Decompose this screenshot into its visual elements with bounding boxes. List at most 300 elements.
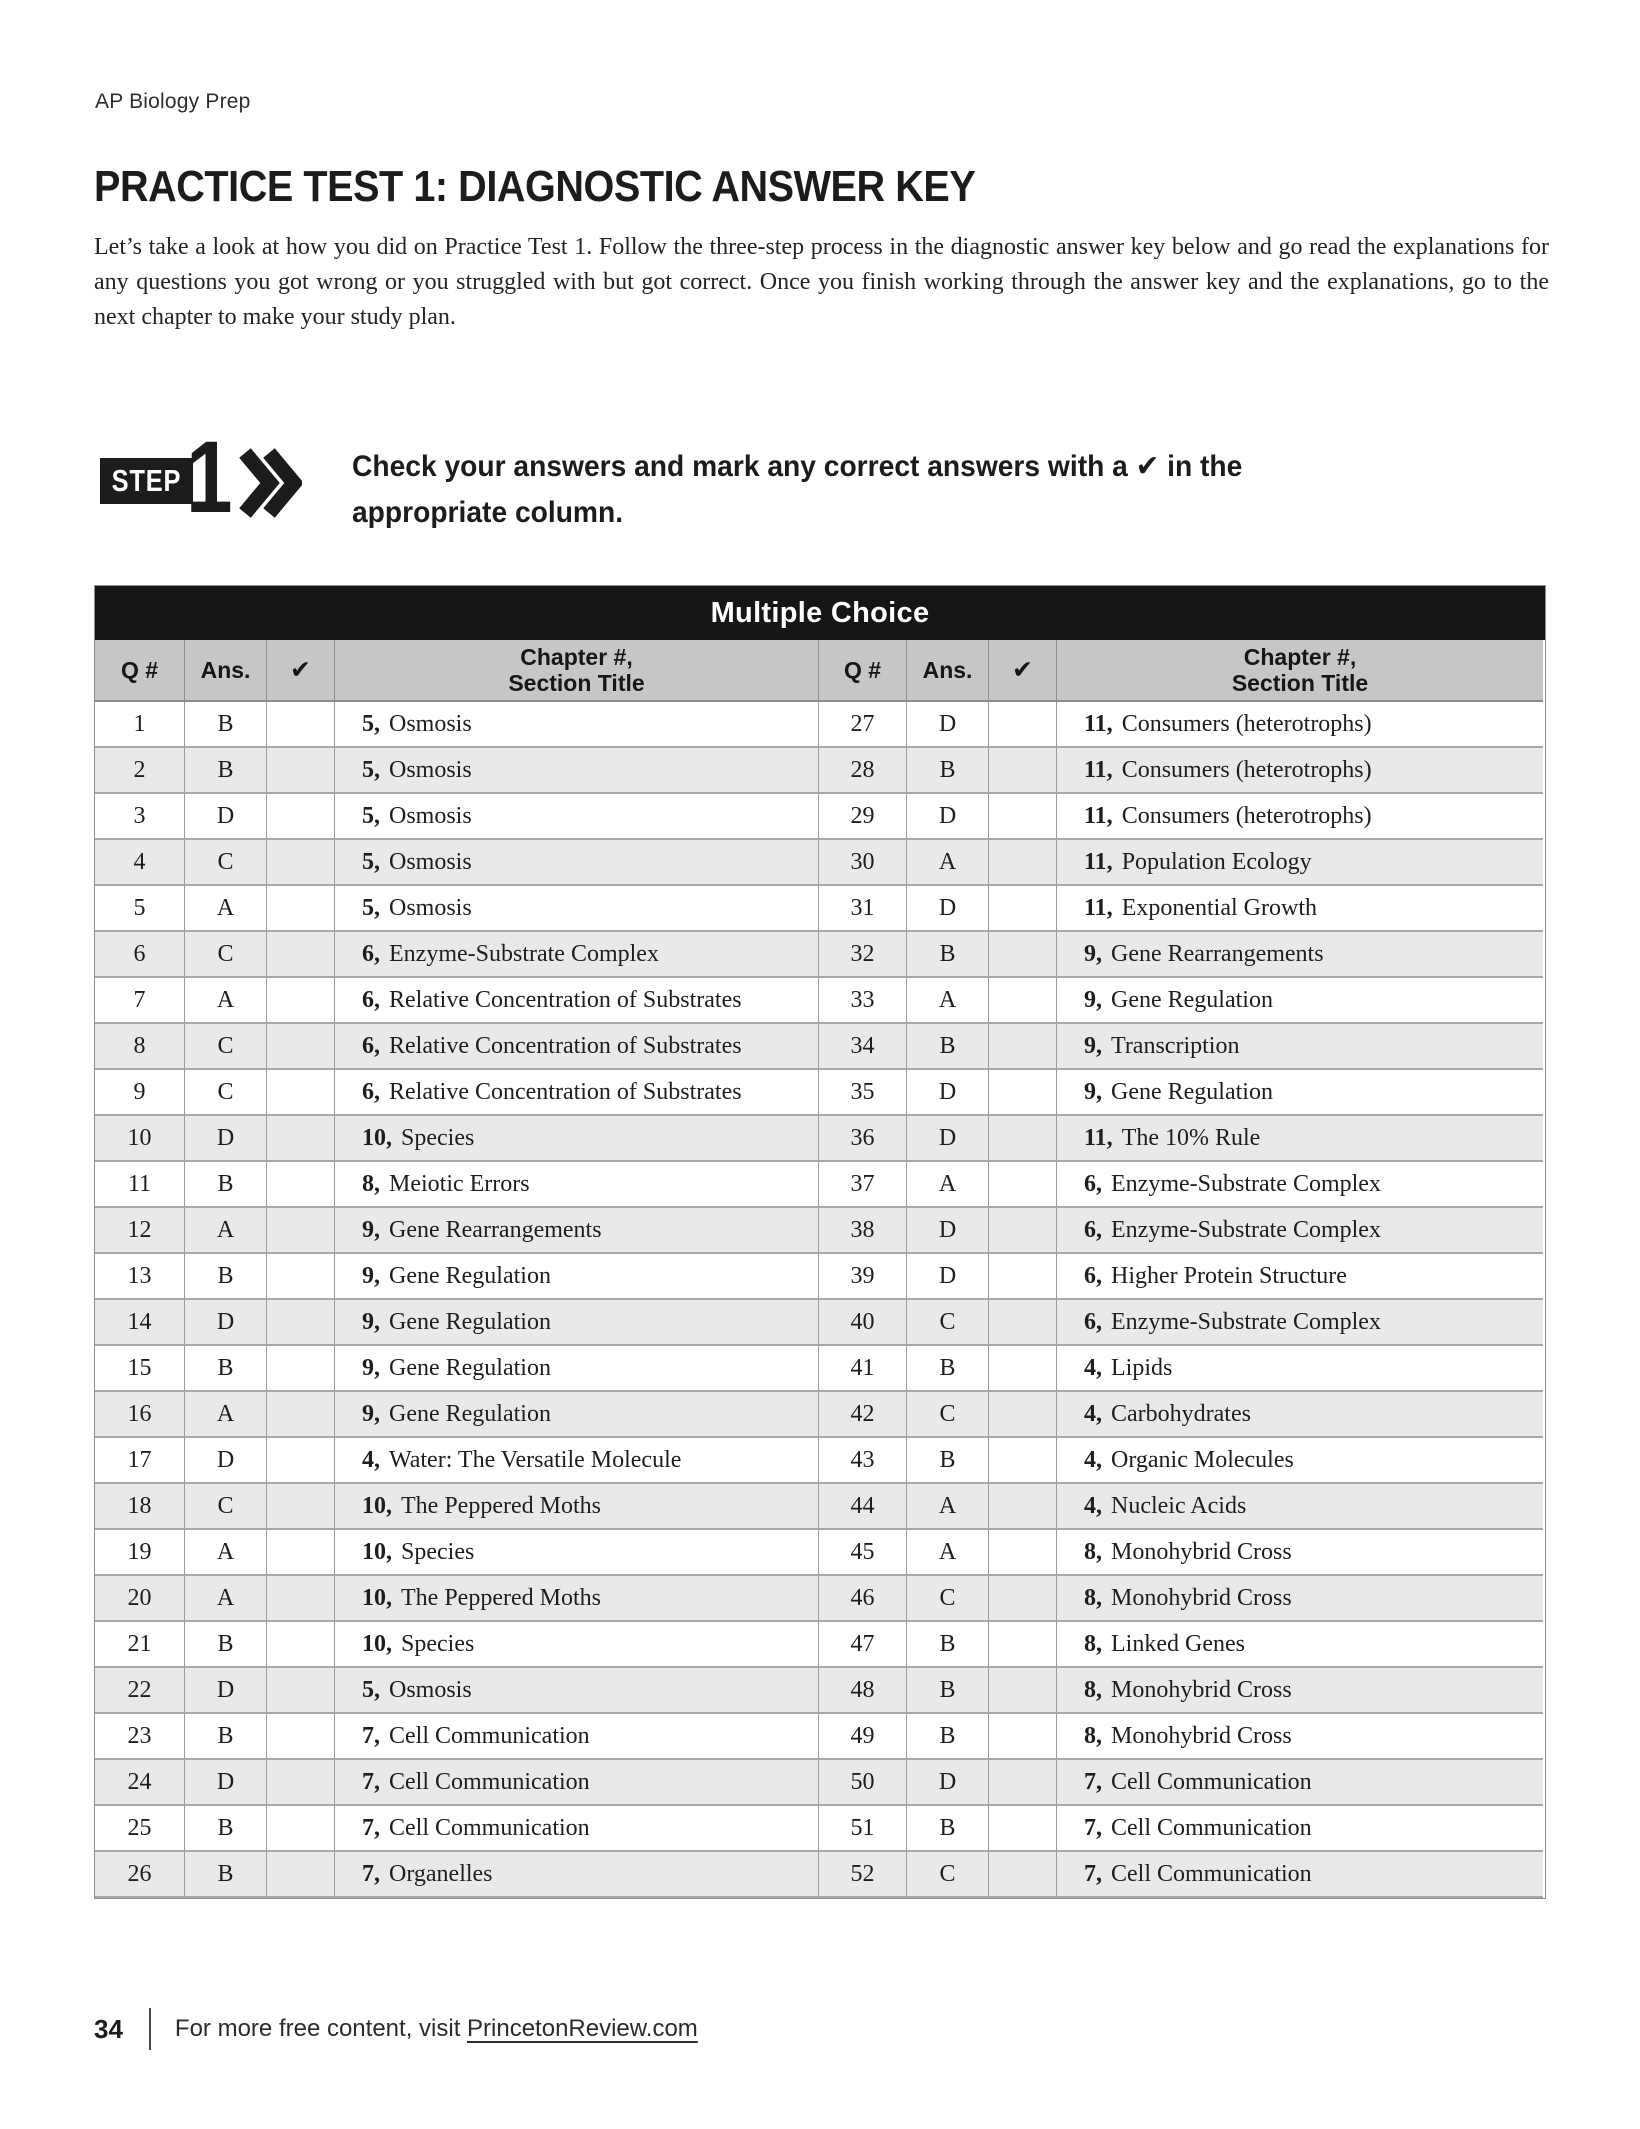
chapter-number: 9,: [362, 1400, 380, 1427]
answer-cell: B: [907, 1806, 989, 1852]
check-cell: [267, 978, 335, 1024]
double-chevron-icon: [238, 448, 302, 518]
check-cell: [989, 794, 1057, 840]
check-cell: [989, 1300, 1057, 1346]
check-cell: [267, 1576, 335, 1622]
section-title: Gene Regulation: [389, 1308, 551, 1335]
header-chapter-line1: Chapter #,: [1243, 644, 1357, 670]
section-title: Exponential Growth: [1121, 894, 1317, 921]
section-title: Transcription: [1111, 1032, 1240, 1059]
chapter-section-cell: [335, 1392, 819, 1438]
section-title: Cell Communication: [389, 1814, 590, 1841]
chapter-number: 8,: [1084, 1538, 1102, 1565]
chapter-section-cell: [1057, 840, 1543, 886]
chapter-section-cell: [335, 1622, 819, 1668]
answer-cell: C: [907, 1392, 989, 1438]
chapter-section-cell: [335, 978, 819, 1024]
answer-cell: B: [907, 1622, 989, 1668]
check-cell: [267, 886, 335, 932]
q-number-cell: 51: [819, 1806, 907, 1852]
answer-cell: B: [907, 1668, 989, 1714]
chapter-section-cell: [335, 1346, 819, 1392]
section-title: Cell Communication: [389, 1768, 590, 1795]
chapter-section-cell: [335, 1714, 819, 1760]
answer-grid: [95, 640, 1545, 1898]
check-cell: [267, 932, 335, 978]
check-cell: [267, 1116, 335, 1162]
check-cell: [989, 1668, 1057, 1714]
section-title: Enzyme-Substrate Complex: [1111, 1170, 1381, 1197]
check-cell: [989, 1530, 1057, 1576]
chapter-section-cell: [335, 1254, 819, 1300]
step-badge: [100, 458, 193, 504]
check-cell: [267, 1254, 335, 1300]
check-cell: [989, 748, 1057, 794]
chapter-number: 9,: [362, 1354, 380, 1381]
section-title: Lipids: [1111, 1354, 1173, 1381]
checkmark-icon: ✔: [267, 640, 335, 702]
header-chapter-section: [1057, 640, 1543, 702]
answer-cell: D: [185, 794, 267, 840]
q-number-cell: 17: [95, 1438, 185, 1484]
check-cell: [989, 1852, 1057, 1898]
answer-cell: B: [907, 1346, 989, 1392]
q-number-cell: 24: [95, 1760, 185, 1806]
section-title: The Peppered Moths: [401, 1492, 601, 1519]
chapter-number: 6,: [1084, 1170, 1102, 1197]
section-title: Consumers (heterotrophs): [1121, 756, 1372, 783]
answer-cell: A: [185, 1530, 267, 1576]
q-number-cell: 4: [95, 840, 185, 886]
q-number-cell: 37: [819, 1162, 907, 1208]
answer-cell: B: [185, 1346, 267, 1392]
chapter-number: 6,: [1084, 1308, 1102, 1335]
answer-cell: A: [185, 1392, 267, 1438]
section-title: Species: [401, 1630, 475, 1657]
chapter-section-cell: [1057, 1208, 1543, 1254]
checkmark-icon: ✔: [989, 640, 1057, 702]
header-answer: Ans.: [185, 640, 267, 702]
answer-cell: B: [907, 1438, 989, 1484]
q-number-cell: 26: [95, 1852, 185, 1898]
answer-cell: D: [907, 1070, 989, 1116]
answer-cell: C: [185, 1484, 267, 1530]
answer-cell: C: [185, 840, 267, 886]
chapter-number: 9,: [362, 1262, 380, 1289]
chapter-section-cell: [1057, 1576, 1543, 1622]
answer-cell: D: [185, 1300, 267, 1346]
q-number-cell: 22: [95, 1668, 185, 1714]
answer-cell: D: [907, 1116, 989, 1162]
section-title: Osmosis: [389, 710, 472, 737]
q-number-cell: 34: [819, 1024, 907, 1070]
check-cell: [989, 1162, 1057, 1208]
section-title: Osmosis: [389, 802, 472, 829]
check-cell: [267, 1622, 335, 1668]
q-number-cell: 15: [95, 1346, 185, 1392]
footer-link[interactable]: PrincetonReview.com: [467, 2015, 698, 2042]
q-number-cell: 21: [95, 1622, 185, 1668]
q-number-cell: 52: [819, 1852, 907, 1898]
q-number-cell: 46: [819, 1576, 907, 1622]
chapter-number: 8,: [1084, 1676, 1102, 1703]
chapter-section-cell: [1057, 1760, 1543, 1806]
chapter-section-cell: [1057, 1254, 1543, 1300]
chapter-section-cell: [1057, 1116, 1543, 1162]
chapter-section-cell: [1057, 1668, 1543, 1714]
section-title: The 10% Rule: [1121, 1124, 1261, 1151]
chapter-number: 6,: [362, 940, 380, 967]
check-cell: [267, 748, 335, 794]
chapter-section-cell: [1057, 1438, 1543, 1484]
footer-divider: [149, 2008, 151, 2050]
answer-cell: D: [907, 794, 989, 840]
chapter-number: 5,: [362, 894, 380, 921]
chapter-number: 7,: [362, 1860, 380, 1887]
answer-cell: A: [907, 978, 989, 1024]
chapter-section-cell: [1057, 932, 1543, 978]
section-title: Water: The Versatile Molecule: [389, 1446, 682, 1473]
check-cell: [989, 1484, 1057, 1530]
chapter-number: 9,: [1084, 940, 1102, 967]
section-title: Gene Rearrangements: [389, 1216, 602, 1243]
chapter-number: 11,: [1084, 1124, 1113, 1151]
chapter-number: 6,: [1084, 1262, 1102, 1289]
answer-cell: D: [185, 1668, 267, 1714]
chapter-section-cell: [1057, 886, 1543, 932]
q-number-cell: 32: [819, 932, 907, 978]
check-cell: [989, 1208, 1057, 1254]
check-cell: [267, 1346, 335, 1392]
header-q-number: Q #: [819, 640, 907, 702]
chapter-number: 11,: [1084, 894, 1113, 921]
answer-cell: C: [185, 1024, 267, 1070]
section-title: Monohybrid Cross: [1111, 1722, 1292, 1749]
answer-cell: B: [907, 1714, 989, 1760]
q-number-cell: 2: [95, 748, 185, 794]
running-header: AP Biology Prep: [95, 90, 251, 113]
chapter-number: 5,: [362, 848, 380, 875]
check-cell: [989, 1254, 1057, 1300]
answer-cell: B: [185, 702, 267, 748]
step-badge-label: STEP: [111, 463, 182, 498]
answer-cell: A: [907, 1530, 989, 1576]
section-title: Nucleic Acids: [1111, 1492, 1247, 1519]
chapter-number: 4,: [1084, 1400, 1102, 1427]
answer-cell: A: [907, 840, 989, 886]
chapter-section-cell: [335, 1208, 819, 1254]
q-number-cell: 43: [819, 1438, 907, 1484]
answer-cell: B: [907, 932, 989, 978]
check-cell: [267, 1070, 335, 1116]
check-cell: [989, 1024, 1057, 1070]
page-footer: [94, 2008, 698, 2050]
answer-key-table: [94, 585, 1546, 1899]
chapter-number: 10,: [362, 1124, 392, 1151]
section-title: Gene Regulation: [1111, 1078, 1273, 1105]
section-title: Monohybrid Cross: [1111, 1584, 1292, 1611]
step-number: 1: [186, 420, 233, 534]
chapter-number: 7,: [1084, 1768, 1102, 1795]
section-title: Cell Communication: [1111, 1768, 1312, 1795]
answer-cell: A: [185, 886, 267, 932]
check-cell: [267, 1300, 335, 1346]
q-number-cell: 50: [819, 1760, 907, 1806]
q-number-cell: 7: [95, 978, 185, 1024]
section-title: Gene Regulation: [389, 1354, 551, 1381]
chapter-section-cell: [335, 1116, 819, 1162]
section-title: Cell Communication: [1111, 1860, 1312, 1887]
answer-cell: B: [185, 1254, 267, 1300]
chapter-number: 5,: [362, 756, 380, 783]
answer-cell: B: [185, 1806, 267, 1852]
answer-cell: A: [185, 1208, 267, 1254]
chapter-number: 7,: [362, 1768, 380, 1795]
chapter-number: 8,: [1084, 1584, 1102, 1611]
answer-cell: B: [907, 1024, 989, 1070]
q-number-cell: 11: [95, 1162, 185, 1208]
answer-cell: C: [185, 932, 267, 978]
chapter-section-cell: [1057, 1024, 1543, 1070]
chapter-section-cell: [335, 1852, 819, 1898]
q-number-cell: 31: [819, 886, 907, 932]
section-title: Linked Genes: [1111, 1630, 1245, 1657]
check-cell: [267, 1714, 335, 1760]
chapter-number: 10,: [362, 1584, 392, 1611]
chapter-section-cell: [335, 932, 819, 978]
chapter-number: 9,: [1084, 1032, 1102, 1059]
chapter-section-cell: [335, 1162, 819, 1208]
chapter-section-cell: [335, 748, 819, 794]
page-number: 34: [94, 2013, 123, 2044]
chapter-section-cell: [1057, 1852, 1543, 1898]
answer-cell: A: [907, 1162, 989, 1208]
chapter-number: 5,: [362, 710, 380, 737]
q-number-cell: 44: [819, 1484, 907, 1530]
q-number-cell: 27: [819, 702, 907, 748]
intro-paragraph: Let’s take a look at how you did on Practice Test 1. Follow the three-step process in the diagnostic answer key below and go read the explanations for any questions you got wrong or you struggled with but got correct. Once you finish working through the answer key and the explanations, go to the next chapter to make your study plan.: [94, 234, 1549, 330]
chapter-section-cell: [1057, 748, 1543, 794]
section-title: Enzyme-Substrate Complex: [389, 940, 659, 967]
q-number-cell: 16: [95, 1392, 185, 1438]
q-number-cell: 35: [819, 1070, 907, 1116]
q-number-cell: 3: [95, 794, 185, 840]
check-cell: [267, 1024, 335, 1070]
q-number-cell: 20: [95, 1576, 185, 1622]
header-chapter-line2: Section Title: [508, 670, 645, 696]
answer-cell: D: [907, 1254, 989, 1300]
chapter-number: 11,: [1084, 802, 1113, 829]
section-title: Species: [401, 1538, 475, 1565]
chapter-number: 5,: [362, 802, 380, 829]
chapter-number: 6,: [362, 986, 380, 1013]
q-number-cell: 9: [95, 1070, 185, 1116]
q-number-cell: 47: [819, 1622, 907, 1668]
check-cell: [267, 1484, 335, 1530]
chapter-section-cell: [1057, 1622, 1543, 1668]
section-title: Organic Molecules: [1111, 1446, 1294, 1473]
chapter-section-cell: [1057, 1484, 1543, 1530]
chapter-number: 5,: [362, 1676, 380, 1703]
chapter-number: 7,: [1084, 1860, 1102, 1887]
chapter-section-cell: [1057, 1346, 1543, 1392]
answer-cell: D: [907, 702, 989, 748]
section-title: Organelles: [389, 1860, 493, 1887]
check-cell: [267, 1760, 335, 1806]
chapter-section-cell: [335, 1530, 819, 1576]
section-title: Gene Regulation: [389, 1400, 551, 1427]
q-number-cell: 12: [95, 1208, 185, 1254]
header-q-number: Q #: [95, 640, 185, 702]
check-cell: [989, 1714, 1057, 1760]
chapter-section-cell: [1057, 1530, 1543, 1576]
chapter-number: 9,: [362, 1308, 380, 1335]
check-cell: [267, 1392, 335, 1438]
answer-cell: A: [907, 1484, 989, 1530]
footer-text: [175, 2015, 698, 2043]
answer-cell: D: [185, 1760, 267, 1806]
check-cell: [989, 1576, 1057, 1622]
q-number-cell: 38: [819, 1208, 907, 1254]
check-cell: [989, 1070, 1057, 1116]
answer-cell: B: [185, 1714, 267, 1760]
chapter-number: 8,: [1084, 1722, 1102, 1749]
check-cell: [267, 1806, 335, 1852]
chapter-section-cell: [335, 886, 819, 932]
section-title: Enzyme-Substrate Complex: [1111, 1216, 1381, 1243]
table-title: Multiple Choice: [95, 586, 1545, 640]
section-title: Species: [401, 1124, 475, 1151]
section-title: Population Ecology: [1121, 848, 1312, 875]
answer-cell: B: [185, 1622, 267, 1668]
chapter-number: 4,: [1084, 1446, 1102, 1473]
chapter-number: 10,: [362, 1538, 392, 1565]
section-title: Gene Regulation: [1111, 986, 1273, 1013]
chapter-section-cell: [335, 840, 819, 886]
check-cell: [989, 1760, 1057, 1806]
chapter-number: 6,: [1084, 1216, 1102, 1243]
section-title: Gene Rearrangements: [1111, 940, 1324, 967]
q-number-cell: 6: [95, 932, 185, 978]
section-title: Osmosis: [389, 1676, 472, 1703]
answer-cell: C: [907, 1300, 989, 1346]
chapter-number: 10,: [362, 1630, 392, 1657]
section-title: Osmosis: [389, 848, 472, 875]
chapter-section-cell: [1057, 1392, 1543, 1438]
section-title: Relative Concentration of Substrates: [389, 1078, 742, 1105]
check-cell: [989, 1438, 1057, 1484]
section-title: Osmosis: [389, 894, 472, 921]
q-number-cell: 10: [95, 1116, 185, 1162]
q-number-cell: 1: [95, 702, 185, 748]
answer-cell: D: [907, 1208, 989, 1254]
q-number-cell: 36: [819, 1116, 907, 1162]
q-number-cell: 30: [819, 840, 907, 886]
chapter-section-cell: [335, 702, 819, 748]
q-number-cell: 49: [819, 1714, 907, 1760]
check-cell: [267, 702, 335, 748]
section-title: The Peppered Moths: [401, 1584, 601, 1611]
chapter-number: 8,: [362, 1170, 380, 1197]
answer-cell: B: [185, 1162, 267, 1208]
section-title: Cell Communication: [389, 1722, 590, 1749]
answer-cell: D: [907, 886, 989, 932]
step-1-block: [100, 420, 1549, 580]
check-cell: [267, 1668, 335, 1714]
chapter-section-cell: [1057, 1070, 1543, 1116]
footer-message: For more free content, visit: [174, 2015, 468, 2042]
q-number-cell: 23: [95, 1714, 185, 1760]
chapter-section-cell: [335, 1024, 819, 1070]
chapter-section-cell: [335, 1576, 819, 1622]
chapter-number: 6,: [362, 1078, 380, 1105]
section-title: Gene Regulation: [389, 1262, 551, 1289]
check-cell: [989, 932, 1057, 978]
chapter-number: 11,: [1084, 756, 1113, 783]
q-number-cell: 33: [819, 978, 907, 1024]
page-title: PRACTICE TEST 1: DIAGNOSTIC ANSWER KEY: [94, 162, 976, 211]
check-cell: [989, 1806, 1057, 1852]
chapter-section-cell: [335, 1760, 819, 1806]
chapter-number: 11,: [1084, 710, 1113, 737]
check-cell: [267, 794, 335, 840]
section-title: Meiotic Errors: [389, 1170, 530, 1197]
q-number-cell: 18: [95, 1484, 185, 1530]
check-cell: [989, 978, 1057, 1024]
chapter-section-cell: [1057, 1714, 1543, 1760]
chapter-section-cell: [335, 1300, 819, 1346]
answer-cell: C: [907, 1852, 989, 1898]
step-instruction: Check your answers and mark any correct answers with a ✔ in the appropriate column.: [352, 450, 1243, 529]
answer-cell: C: [185, 1070, 267, 1116]
answer-cell: C: [907, 1576, 989, 1622]
check-cell: [267, 1438, 335, 1484]
q-number-cell: 25: [95, 1806, 185, 1852]
chapter-number: 6,: [362, 1032, 380, 1059]
chapter-section-cell: [1057, 1162, 1543, 1208]
section-title: Enzyme-Substrate Complex: [1111, 1308, 1381, 1335]
answer-cell: D: [907, 1760, 989, 1806]
chapter-section-cell: [335, 1070, 819, 1116]
section-title: Relative Concentration of Substrates: [389, 986, 742, 1013]
answer-cell: B: [907, 748, 989, 794]
section-title: Osmosis: [389, 756, 472, 783]
q-number-cell: 29: [819, 794, 907, 840]
chapter-section-cell: [335, 1806, 819, 1852]
q-number-cell: 41: [819, 1346, 907, 1392]
answer-cell: D: [185, 1116, 267, 1162]
q-number-cell: 39: [819, 1254, 907, 1300]
check-cell: [989, 1392, 1057, 1438]
chapter-number: 11,: [1084, 848, 1113, 875]
check-cell: [989, 1622, 1057, 1668]
check-cell: [267, 840, 335, 886]
answer-cell: B: [185, 748, 267, 794]
check-cell: [267, 1162, 335, 1208]
chapter-number: 9,: [1084, 986, 1102, 1013]
q-number-cell: 28: [819, 748, 907, 794]
chapter-section-cell: [335, 1668, 819, 1714]
chapter-number: 7,: [362, 1722, 380, 1749]
answer-cell: A: [185, 978, 267, 1024]
check-cell: [989, 886, 1057, 932]
header-answer: Ans.: [907, 640, 989, 702]
q-number-cell: 42: [819, 1392, 907, 1438]
section-title: Relative Concentration of Substrates: [389, 1032, 742, 1059]
chapter-number: 10,: [362, 1492, 392, 1519]
chapter-number: 4,: [362, 1446, 380, 1473]
q-number-cell: 48: [819, 1668, 907, 1714]
